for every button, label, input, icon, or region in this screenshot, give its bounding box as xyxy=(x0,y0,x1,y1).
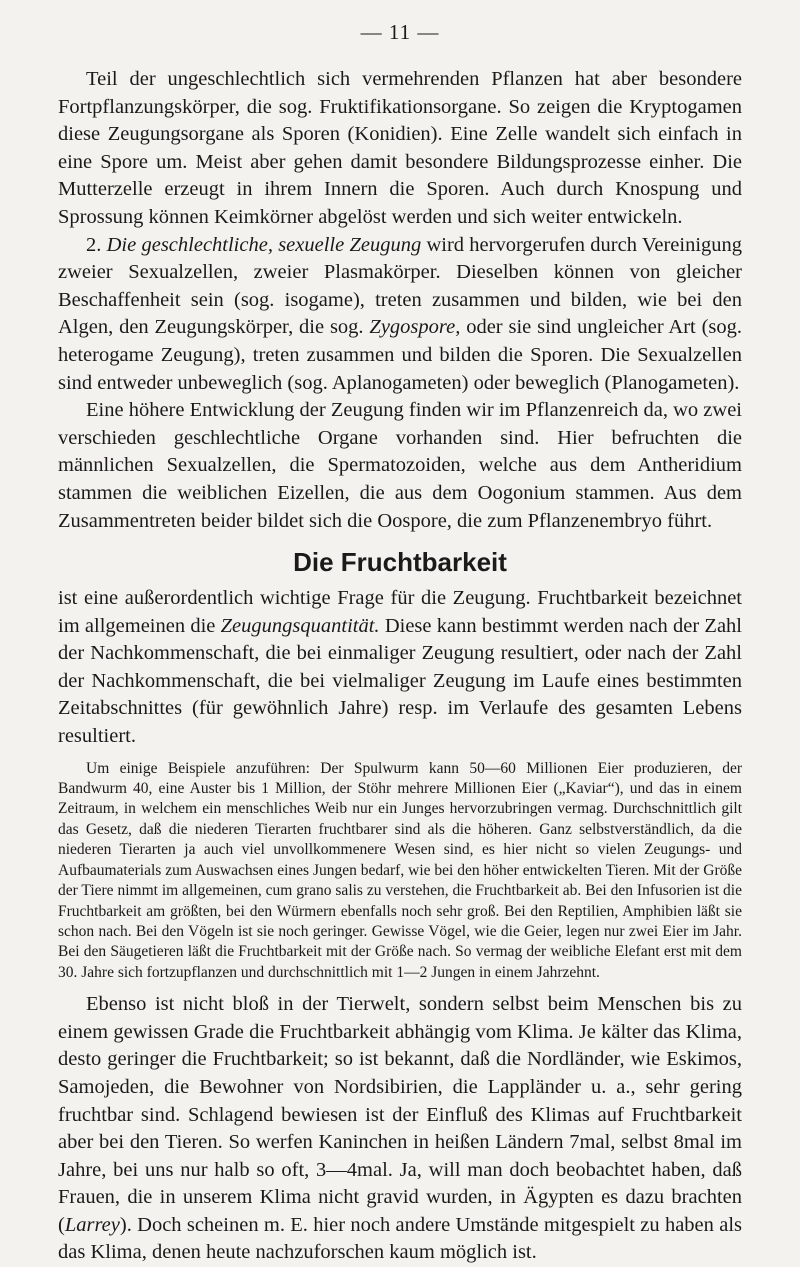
emphasis-zygospore: Zygospore, xyxy=(369,316,461,339)
paragraph-sexual-reproduction xyxy=(58,232,742,398)
paragraph-vegetative-reproduction: Teil der ungeschlechtlich sich vermehrenden Pflanzen hat aber besondere Fortpflanzungskörper, die sog. Fruktifikationsorgane. So zeigen die Kryptogamen diese Zeugungsorgane als Sporen (Konidien). Eine Zelle wandelt sich einfach in eine Spore um. Meist aber gehen damit besondere Bildungsprozesse einher. Die Mutterzelle erzeugt in ihrem Innern die Sporen. Auch durch Knospung und Sprossung können Keimkörner abgelöst werden und sich weiter entwickeln. xyxy=(58,68,742,228)
paragraph-text: ist eine außerordentlich wichtige Frage für die Zeugung. Fruchtbarkeit bezeichnet im allgemeinen die xyxy=(58,587,742,637)
page-number: — 11 — xyxy=(360,20,440,44)
emphasis-quantity: Zeugungsquantität. xyxy=(220,614,380,637)
paragraph-text: wird hervorgerufen durch Vereinigung zweier Sexualzellen, zweier Plasmakörper. Dieselben können von gleicher Beschaffenheit sein (sog. isogame), treten zusammen und bilden, wie bei den Algen, den Zeugungskörper, die sog. xyxy=(58,233,743,339)
emphasis-larrey: Larrey xyxy=(64,1213,120,1236)
paragraph-fertility-definition xyxy=(58,585,742,751)
body-text xyxy=(58,66,742,1267)
paragraph-examples-small-print: Um einige Beispiele anzuführen: Der Spulwurm kann 50—60 Millionen Eier produzieren, der Bandwurm 40, eine Auster bis 1 Million, der Stöhr mehrere Millionen Eier („Kaviar“), und das in einem Zeitraum, in welchem ein menschliches Weib nur ein Junges hervorzubringen vermag. Durchschnittlich gilt das Gesetz, daß die niederen Tierarten fruchtbarer sind als die höheren. Ganz selbstverständlich, da die niederen Tierarten ja auch viel unvollkommenere Wesen sind, es hier nicht so vielen Zeugungs- und Aufbaumaterials zum Auswachsen eines Jungen bedarf, wie bei den höher entwickelten Tieren. Mit der Größe der Tiere nimmt im allgemeinen, cum grano salis zu verstehen, die Fruchtbarkeit ab. Bei den Infusorien ist die Fruchtbarkeit am größten, bei den Würmern ebenfalls noch sehr groß. Bei den Reptilien, Amphibien läßt sie schon nach. Bei den Vögeln ist sie noch geringer. Gewisse Vögel, wie die Geier, legen nur zwei Eier im Jahr. Bei den Säugetieren läßt die Fruchtbarkeit mit der Größe nach. So vermag der weibliche Elefant erst mit dem 30. Jahre sich fortzupflanzen und durchschnittlich mit 1—2 Jungen in einem Jahrzehnt. xyxy=(58,759,742,981)
emphasis-sexual-reproduction: Die geschlechtliche, sexuelle Zeugung xyxy=(106,233,422,256)
paragraph-climate xyxy=(58,991,742,1267)
section-heading: Die Fruchtbarkeit xyxy=(293,547,507,578)
paragraph-text: Diese kann bestimmt werden nach der Zahl der Nachkommenschaft, die bei einmaliger Zeugung resultiert, oder nach der Zahl der Nachkommenschaft, die bei vielmaliger Zeugung im Laufe eines bestimmten Zeitabschnittes (für gewöhnlich Jahre) resp. im Verlaufe des gesamten Lebens resultiert. xyxy=(58,614,742,748)
paragraph-text: Ebenso ist nicht bloß in der Tierwelt, sondern selbst beim Menschen bis zu einem gewissen Grade die Fruchtbarkeit abhängig vom Klima. Je kälter das Klima, desto geringer die Fruchtbarkeit; so ist bekannt, daß die Nordländer, wie Eskimos, Samojeden, die Bewohner von Nordsibirien, die Lappländer u. a., sehr gering fruchtbar sind. Schlagend bewiesen ist der Einfluß des Klimas auf Fruchtbarkeit aber bei den Tieren. So werfen Kaninchen in heißen Ländern 7mal, selbst 8mal im Jahre, bei uns nur halb so oft, 3—4mal. Ja, will man doch beobachtet haben, daß Frauen, die in unserem Klima nicht gravid wurden, in Ägypten es dazu brachten ( xyxy=(58,993,742,1236)
list-number: 2. xyxy=(86,233,102,256)
paragraph-text: ). Doch scheinen m. E. hier noch andere Umstände mitgespielt zu haben als das Klima, denen heute nachzuforschen kaum möglich ist. xyxy=(58,1213,742,1264)
paragraph-text: oder sie sind ungleicher Art (sog. heterogame Zeugung), treten zusammen und bilden die Sporen. Die Sexualzellen sind entweder unbeweglich (sog. Aplanogameten) oder beweglich (Planogameten). xyxy=(58,316,742,394)
paragraph-higher-development: Eine höhere Entwicklung der Zeugung finden wir im Pflanzenreich da, wo zwei verschieden geschlechtliche Organe vorhanden sind. Hier befruchten die männlichen Sexualzellen, die Spermatozoiden, welche aus dem Antheridium stammen die weiblichen Eizellen, die aus dem Oogonium stammen. Aus dem Zusammentreten beider bildet sich die Oospore, die zum Pflanzenembryo führt. xyxy=(58,399,742,532)
